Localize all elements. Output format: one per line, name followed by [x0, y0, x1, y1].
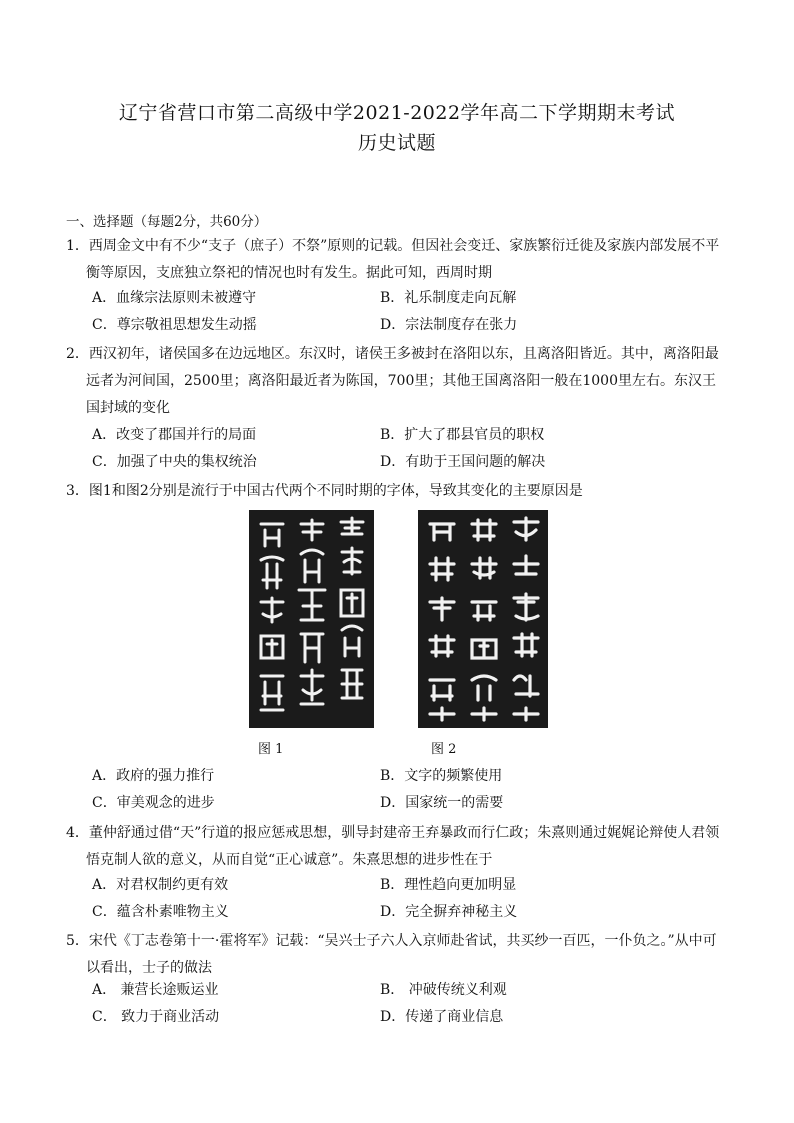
q3-option-c: C．审美观念的进步 — [92, 795, 215, 811]
figure-1-caption: 图 1 — [258, 742, 284, 757]
q5-option-d: D．传递了商业信息 — [380, 1009, 504, 1025]
figure-2-caption: 图 2 — [431, 742, 457, 757]
question-3-stem-line-1: 3．图1和图2分别是流行于中国古代两个不同时期的字体，导致其变化的主要原因是 — [66, 483, 583, 499]
q4-option-b: B．理性趋向更加明显 — [380, 877, 517, 893]
question-4 — [66, 820, 731, 874]
q5-option-c: C． 致力于商业活动 — [92, 1009, 220, 1025]
q2-option-c: C．加强了中央的集权统治 — [92, 454, 257, 470]
q4-option-a: A．对君权制约更有效 — [92, 877, 229, 893]
question-4-stem-line-1: 4．董仲舒通过借“天”行道的报应惩戒思想，驯导封建帝王弃暴政而行仁政；朱熹则通过娓娓论辩使人君领 — [66, 825, 720, 841]
q5-option-b: B． 冲破传统义利观 — [380, 982, 507, 998]
question-3 — [66, 478, 731, 505]
q1-option-a: A．血缘宗法原则未被遵守 — [92, 290, 257, 306]
q4-option-c: C．蕴含朴素唯物主义 — [92, 904, 229, 920]
figure-2-glyphs — [418, 510, 548, 728]
q2-option-d: D．有助于王国问题的解决 — [380, 454, 546, 470]
q1-option-d: D．宗法制度存在张力 — [380, 317, 518, 333]
q3-option-a: A．政府的强力推行 — [92, 768, 215, 784]
figure-1-seal-script-image — [249, 510, 374, 728]
section-heading: 一、选择题（每题2分，共60分） — [66, 214, 268, 230]
q1-option-c: C．尊宗敬祖思想发生动摇 — [92, 317, 257, 333]
question-2 — [66, 341, 731, 422]
title-line-1: 辽宁省营口市第二高级中学2021-2022学年高二下学期期末考试 — [118, 102, 676, 124]
figure-1-glyphs — [249, 510, 374, 728]
question-1-stem-line-2: 衡等原因，支庶独立祭祀的情况也时有发生。据此可知，西周时期 — [86, 265, 492, 281]
q3-option-b: B．文字的频繁使用 — [380, 768, 503, 784]
figure-2-clerical-script-image — [418, 510, 548, 728]
question-5 — [66, 928, 731, 982]
question-5-stem-line-1: 5．宋代《丁志卷第十一·霍将军》记载：“吴兴士子六人入京师赴省试，共买纱一百匹，一仆负之。”从中可 — [66, 933, 717, 949]
question-1-stem-line-1: 1．西周金文中有不少“支子（庶子）不祭”原则的记载。但因社会变迁、家族繁衍迁徙及家族内部发展不平 — [66, 238, 720, 254]
q2-option-a: A．改变了郡国并行的局面 — [92, 427, 257, 443]
q2-option-b: B．扩大了郡县官员的职权 — [380, 427, 545, 443]
question-2-stem-line-1: 2．西汉初年，诸侯国多在边远地区。东汉时，诸侯王多被封在洛阳以东，且离洛阳皆近。其中，离洛阳最 — [66, 346, 719, 362]
q1-option-b: B．礼乐制度走向瓦解 — [380, 290, 517, 306]
question-5-stem-line-2: 以看出，士子的做法 — [86, 960, 212, 976]
q5-option-a: A． 兼营长途贩运业 — [92, 982, 219, 998]
q3-option-d: D．国家统一的需要 — [380, 795, 504, 811]
q4-option-d: D．完全摒弃神秘主义 — [380, 904, 518, 920]
question-2-stem-line-3: 国封域的变化 — [86, 400, 170, 416]
title-line-2: 历史试题 — [357, 132, 436, 154]
question-2-stem-line-2: 远者为河间国，2500里；离洛阳最近者为陈国，700里；其他王国离洛阳一般在1000里左右。东汉王 — [86, 373, 716, 389]
question-1 — [66, 233, 731, 287]
question-4-stem-line-2: 悟克制人欲的意义，从而自觉“正心诚意”。朱熹思想的进步性在于 — [86, 852, 493, 868]
